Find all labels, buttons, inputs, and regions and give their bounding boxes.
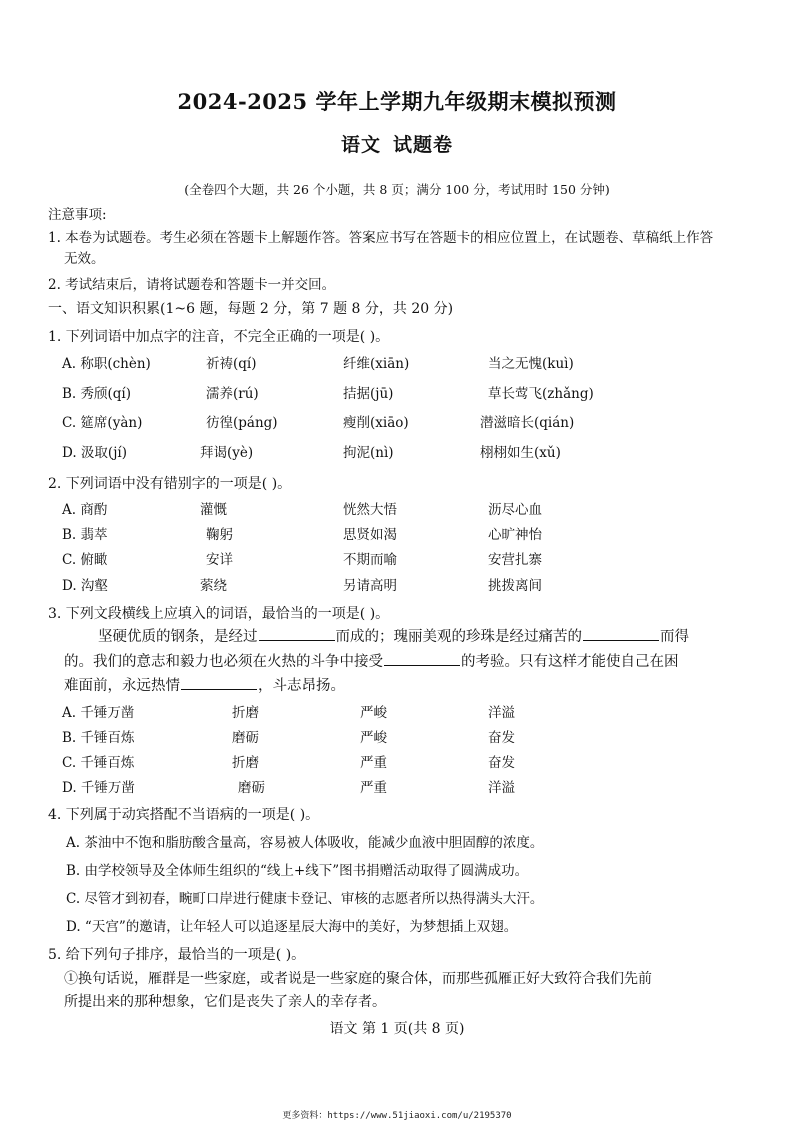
q3-d-3: 严重 [360,780,387,796]
q1-a-1: A. 称职(chèn) [62,356,151,372]
q4-option-d: D. “天宫”的邀请，让年轻人可以追逐星辰大海中的美好，为梦想插上双翅。 [66,919,518,935]
q3-b-4: 奋发 [488,730,515,746]
q4-option-b: B. 由学校领导及全体师生组织的“线上+线下”图书捐赠活动取得了圆满成功。 [66,863,529,879]
question-2-stem: 2. 下列词语中没有错别字的一项是( )。 [48,476,292,492]
q5-sentence-1-cont: 所提出来的那种想象，它们是丧失了亲人的幸存者。 [64,994,386,1010]
q1-b-2: 濡养(rú) [206,386,259,402]
q2-b-4: 心旷神怡 [488,527,542,543]
q3-a-3: 严峻 [360,705,387,721]
q3-d-1: D. 千锤万凿 [62,780,135,796]
q1-a-2: 祈祷(qí) [206,356,257,372]
q3-text: 而得 [660,629,689,645]
q1-c-4: 潜滋暗长(qián) [480,415,575,431]
q3-text: 难面前，永远热情 [64,678,180,694]
q3-text: 的考验。只有这样才能使自己在困 [461,654,679,670]
q1-b-1: B. 秀颀(qí) [62,386,131,402]
q1-d-4: 栩栩如生(xǔ) [480,445,561,461]
q2-b-1: B. 翡萃 [62,527,108,543]
q3-d-2: 磨砺 [238,780,265,796]
q2-c-1: C. 俯瞰 [62,552,108,568]
q3-c-4: 奋发 [488,755,515,771]
blank-4 [181,677,257,690]
q1-b-4: 草长莺飞(zhǎng) [488,386,594,402]
page-footer: 语文 第 1 页(共 8 页) [329,1021,465,1037]
q4-option-c: C. 尽管才到初春，畹町口岸进行健康卡登记、审核的志愿者所以热得满头大汗。 [66,891,544,907]
section-1-heading: 一、语文知识积累(1~6 题，每题 2 分，第 7 题 8 分，共 20 分) [48,301,454,317]
note-1: 1. 本卷为试题卷。考生必须在答题卡上解题作答。答案应书写在答题卡的相应位置上，在试题卷、草稿纸上作答 [48,230,714,246]
q3-a-1: A. 千锤万凿 [62,705,135,721]
q3-passage-line-1 [98,628,689,646]
q2-d-4: 挑拨离间 [488,578,542,594]
q4-option-a: A. 茶油中不饱和脂肪酸含量高，容易被人体吸收，能减少血液中胆固醇的浓度。 [66,835,544,851]
note-2: 2. 考试结束后，请将试题卷和答题卡一并交回。 [48,277,336,293]
q1-c-1: C. 筵席(yàn) [62,415,143,431]
q3-text: 而成的；瑰丽美观的珍珠是经过痛苦的 [335,629,582,645]
q2-c-4: 安营扎寨 [488,552,542,568]
exam-info: (全卷四个大题，共 26 个小题，共 8 页；满分 100 分，考试用时 150 分钟) [184,182,610,197]
q3-d-4: 洋溢 [488,780,515,796]
q2-a-3: 恍然大悟 [343,502,397,518]
q2-b-2: 鞠躬 [206,527,233,543]
q3-b-3: 严峻 [360,730,387,746]
q2-c-3: 不期而喻 [343,552,397,568]
blank-2 [583,628,659,641]
q3-c-2: 折磨 [232,755,259,771]
watermark-url: 更多资料：https://www.51jiaoxi.com/u/2195370 [282,1111,512,1121]
q2-a-4: 沥尽心血 [488,502,542,518]
subject-label: 语文 [340,134,381,156]
q1-d-1: D. 汲取(jí) [62,445,127,461]
q1-b-3: 拮据(jū) [343,386,394,402]
question-3-stem: 3. 下列文段横线上应填入的词语，最恰当的一项是( )。 [48,606,390,622]
question-4-stem: 4. 下列属于动宾搭配不当语病的一项是( )。 [48,807,320,823]
question-1-stem: 1. 下列词语中加点字的注音，不完全正确的一项是( )。 [48,329,390,345]
exam-subtitle [0,130,794,157]
question-5-stem: 5. 给下列句子排序，最恰当的一项是( )。 [48,947,306,963]
q2-b-3: 思贤如渴 [343,527,397,543]
q2-d-1: D. 沟壑 [62,578,108,594]
q1-a-3: 纤维(xiān) [343,356,410,372]
q3-passage-line-3 [64,677,345,695]
q2-d-2: 萦绕 [200,578,227,594]
q3-c-1: C. 千锤百炼 [62,755,135,771]
notes-heading: 注意事项: [48,207,107,223]
q2-d-3: 另请高明 [343,578,397,594]
q3-a-4: 洋溢 [488,705,515,721]
paper-label: 试题卷 [393,134,454,156]
q5-sentence-1: ①换句话说，雁群是一些家庭，或者说是一些家庭的聚合体，而那些孤雁正好大致符合我们先前 [64,971,652,987]
q1-a-4: 当之无愧(kuì) [488,356,574,372]
blank-1 [259,628,335,641]
q3-text: 坚硬优质的钢条，是经过 [98,629,258,645]
q2-c-2: 安详 [206,552,233,568]
q3-b-1: B. 千锤百炼 [62,730,135,746]
q3-c-3: 严重 [360,755,387,771]
q1-d-3: 拘泥(nì) [343,445,394,461]
note-1-cont: 无效。 [64,251,105,267]
q3-b-2: 磨砺 [232,730,259,746]
blank-3 [384,653,460,666]
q1-c-2: 彷徨(páng) [206,415,278,431]
q3-passage-line-2 [64,653,679,671]
q3-text: 的。我们的意志和毅力也必须在火热的斗争中接受 [64,654,383,670]
q3-a-2: 折磨 [232,705,259,721]
q3-text: ，斗志昂扬。 [258,678,345,694]
q1-c-3: 瘦削(xiāo) [343,415,409,431]
exam-title: 2024-2025 学年上学期九年级期末模拟预测 [177,89,617,114]
q2-a-2: 灌慨 [200,502,227,518]
q2-a-1: A. 商酌 [62,502,108,518]
q1-d-2: 拜谒(yè) [200,445,254,461]
